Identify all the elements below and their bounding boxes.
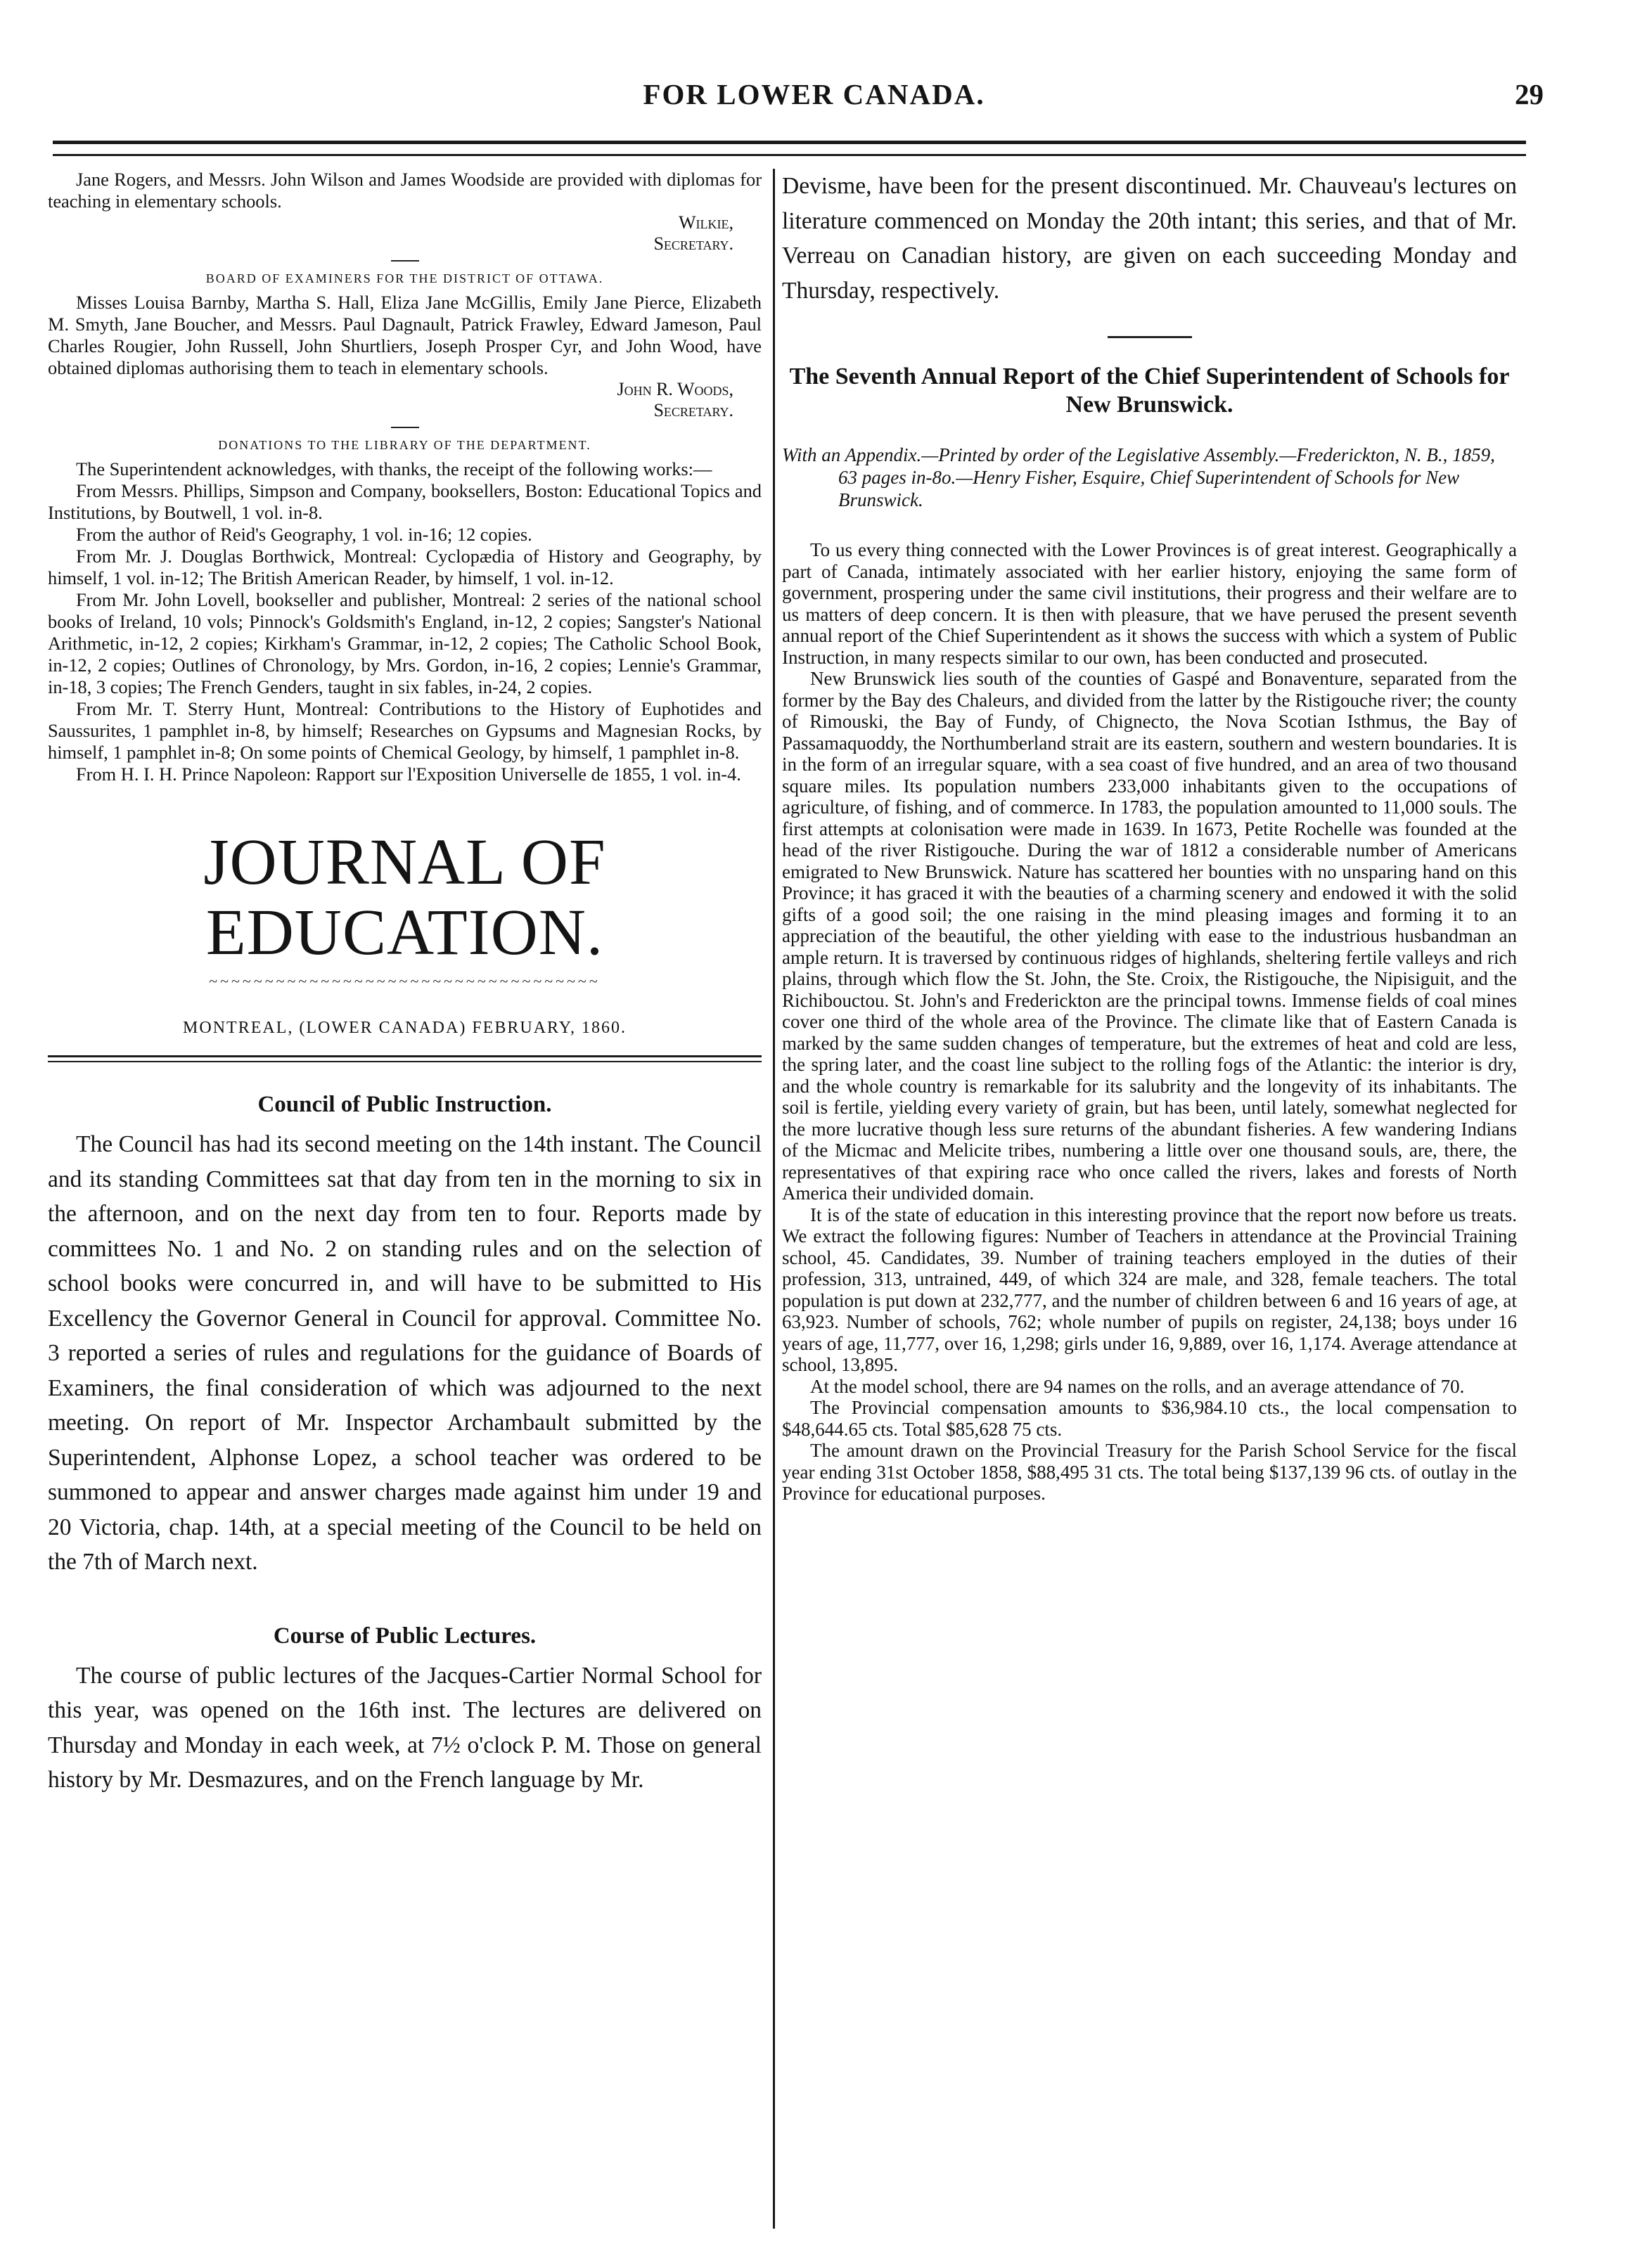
lectures-text: The course of public lectures of the Jacques-Cartier Normal School for this year, was opened on the 16th inst. The lectures are delivered on Thursday and Monday in each week, at 7½ o'clock P. M. Those on general history by Mr. Desmazures, and on the French language by Mr. [48, 1662, 762, 1793]
report-paragraph: The Provincial compensation amounts to $36,984.10 cts., the local compensation to $48,644.65 cts. Total $85,628 75 cts. [782, 1397, 1517, 1440]
intro-paragraph [48, 169, 762, 212]
signature-role: Secretary. [653, 400, 733, 420]
dateline: MONTREAL, (LOWER CANADA) FEBRUARY, 1860. [183, 1019, 627, 1037]
donation-entry: From the author of Reid's Geography, 1 vol. in-16; 12 copies. [76, 524, 532, 545]
separator-dash [391, 427, 419, 428]
continued-paragraph [782, 169, 1517, 308]
left-column [48, 169, 762, 1798]
report-paragraph: At the model school, there are 94 names on the rolls, and an average attendance of 70. [810, 1375, 1465, 1397]
council-text: The Council has had its second meeting on the 14th instant. The Council and its standing Committees sat that day from ten in the morning to six in the afternoon, and on the next day from ten to four. Reports made by committees No. 1 and No. 2 on standing rules and on the selection of school books were concurred in, and will have to be submitted to His Excellency the Governor General in Council for approval. Committee No. 3 reported a series of rules and regulations for the guidance of Boards of Examiners, the final consideration of which was adjourned to the next meeting. On report of Mr. Inspector Archambault submitted by the Superintendent, Alphonse Lopez, a school teacher was ordered to be summoned to appear and answer charges made against him under 19 and 20 Victoria, chap. 14th, at a special meeting of the Council to be held on the 7th of March next. [48, 1131, 762, 1575]
intro-text: Jane Rogers, and Messrs. John Wilson and James Woodside are provided with diplomas for teaching in elementary schools. [48, 169, 762, 212]
board-text: Misses Louisa Barnby, Martha S. Hall, Eliza Jane McGillis, Emily Jane Pierce, Elizabeth M. Smyth, Jane Boucher, and Messrs. Paul Dagnault, Patrick Frawley, Edward Jameson, Paul Charles Rougier, John Russell, John Shurtliers, Joseph Prosper Cyr, and John Wood, have obtained diplomas authorising them to teach in elementary schools. [48, 292, 762, 378]
report-paragraph: New Brunswick lies south of the counties of Gaspé and Bonaventure, separated from the former by the Bay des Chaleurs, and divided from the latter by the Ristigouche river; the county of Rimouski, the Bay of Fundy, of Chignecto, the Nova Scotian Isthmus, the Bay of Passamaquoddy, the Northumberland strait are its eastern, southern and western boundaries. It is in the form of an irregular square, with a sea coast of five hundred, and an area of two thousand square miles. Its population numbers 233,000 inhabitants given to the occupations of agriculture, of fishing, and of commerce. In 1783, the population amounted to 11,000 souls. The first attempts at colonisation were made in 1639. In 1673, Petite Rochelle was founded at the head of the river Ristigouche. During the war of 1812 a considerable number of Americans emigrated to New Brunswick. Nature has scattered her bounties with no unsparing hand on this Province; it has graced it with the beauties of a charming scenery and endowed it with the solid gifts of a good soil; the one raising in the mind pleasing images and forming it to an appreciation of the beautiful, the other yielding with ease to the industrious husbandman an ample return. It is traversed by continuous ridges of highlands, sheltering fertile valleys and rich plains, through which flow the St. John, the Ste. Croix, the Ristigouche, the Nipisiguit, and the Richibouctou. St. John's and Frederickton are the principal towns. Immense fields of coal mines cover one third of the whole area of the Province. The climate like that of Eastern Canada is marked by the same sudden changes of temperature, but the extremes of heat and cold are less, the spring later, and the coast line subject to the rolling fogs of the Atlantic: the interior is dry, and the whole country is remarkable for its salubrity and the longevity of its inhabitants. The soil is fertile, yielding every variety of grain, but has been, until lately, somewhat neglected for the more lucrative though less sure returns of the abundant fisheries. A few wandering Indians of the Micmac and Melicite tribes, numbering a little over one thousand souls, are, there, the representatives of that expiring race who once called the rivers, lakes and forests of North America their undivided domain. [782, 668, 1517, 1204]
journal-title: JOURNAL OF EDUCATION. [203, 826, 606, 969]
donation-entry: From Mr. T. Sterry Hunt, Montreal: Contributions to the History of Euphotides and Saussurites, 1 pamphlet in-8, by himself; Researches on Gypsums and Magnesian Rocks, by himself, 1 pamphlet in-8; On some points of Chemical Geology, by himself, 1 pamphlet in-8. [48, 698, 762, 763]
donations-list [48, 458, 762, 785]
donation-entry: From Mr. J. Douglas Borthwick, Montreal: Cyclopædia of History and Geography, by himself, 1 vol. in-12; The British American Reader, by himself, 1 vol. in-12. [48, 546, 762, 588]
running-title: FOR LOWER CANADA. [643, 78, 985, 110]
signature-role: Secretary. [653, 233, 733, 254]
report-paragraph: The amount drawn on the Provincial Treasury for the Parish School Service for the fiscal year ending 31st October 1858, $88,495 31 cts. The total being $137,139 96 cts. of outlay in the Province for educational purposes. [782, 1440, 1517, 1504]
right-column [782, 169, 1517, 1505]
dateline-rule [48, 1055, 762, 1062]
page-header [42, 77, 1586, 120]
lectures-paragraph [48, 1658, 762, 1798]
council-heading: Council of Public Instruction. [257, 1092, 552, 1117]
separator-dash [391, 260, 419, 262]
signature-wilkie [48, 212, 762, 254]
continued-text: Devisme, have been for the present discontinued. Mr. Chauveau's lectures on literature commenced on Monday the 20th intant; this series, and that of Mr. Verreau on Canadian history, are given on each succeeding Monday and Thursday, respectively. [782, 173, 1517, 304]
signature-woods [48, 379, 762, 421]
report-title: The Seventh Annual Report of the Chief Superintendent of Schools for New Brunswick. [789, 363, 1510, 418]
header-rule [53, 141, 1526, 156]
report-subtitle: With an Appendix.—Printed by order of the Legislative Assembly.—Frederickton, N. B., 1859, 63 pages in-8o.—Henry Fisher, Esquire, Chief Superintendent of Schools for New Brunswick. [782, 444, 1495, 510]
donation-entry: From H. I. H. Prince Napoleon: Rapport sur l'Exposition Universelle de 1855, 1 vol. in-4. [76, 763, 741, 785]
lectures-heading: Course of Public Lectures. [273, 1623, 537, 1649]
signature-name: John R. Woods, [617, 379, 733, 399]
signature-name: Wilkie, [678, 212, 733, 233]
board-paragraph [48, 292, 762, 379]
donation-entry: From Mr. John Lovell, bookseller and publisher, Montreal: 2 series of the national school books of Ireland, 10 vols; Pinnock's Goldsmith's England, in-12, 2 copies; Sangster's National Arithmetic, in-12, 2 copies; Kirkham's Grammar, in-12, 2 copies; The Catholic School Book, in-12, 2 copies; Outlines of Chronology, by Mrs. Gordon, in-16, 2 copies; Lennie's Grammar, in-18, 3 copies; The French Genders, taught in six fables, in-24, 2 copies. [48, 589, 762, 697]
council-paragraph [48, 1127, 762, 1580]
donations-heading: DONATIONS TO THE LIBRARY OF THE DEPARTMENT. [218, 438, 591, 452]
donation-entry: The Superintendent acknowledges, with thanks, the receipt of the following works:— [76, 458, 712, 479]
wavy-rule: ~~~~~~~~~~~~~~~~~~~~~~~~~~~~~~~~~~~ [209, 972, 601, 990]
donation-entry: From Messrs. Phillips, Simpson and Company, booksellers, Boston: Educational Topics and Institutions, by Boutwell, 1 vol. in-8. [48, 480, 762, 523]
board-heading: BOARD OF EXAMINERS FOR THE DISTRICT OF OTTAWA. [205, 271, 604, 285]
report-body [782, 539, 1517, 1505]
report-paragraph: To us every thing connected with the Lower Provinces is of great interest. Geographically a part of Canada, intimately associated with her earlier history, enjoying the same form of government, prospering under the same civil institutions, their progress and their welfare are to us matters of deep concern. It is then with pleasure, that we have perused the present seventh annual report of the Chief Superintendent as it shows the success with which a system of Public Instruction, in many respects similar to our own, has been conducted and prosecuted. [782, 539, 1517, 668]
report-paragraph: It is of the state of education in this interesting province that the report now before us treats. We extract the following figures: Number of Teachers in attendance at the Provincial Training school, 45. Candidates, 39. Number of training teachers employed in the duties of their profession, 313, untrained, 449, of which 324 are male, and 328, female teachers. The total population is put down at 232,777, and the number of children between 6 and 16 years of age, at 63,923. Number of schools, 762; whole number of pupils on register, 24,138; boys under 16 years of age, 11,777, over 16, 1,298; girls under 16, 9,889, over 16, 1,174. Average attendance at school, 13,895. [782, 1204, 1517, 1375]
section-rule [1108, 336, 1192, 338]
column-divider [773, 169, 775, 2229]
page-number: 29 [1515, 78, 1544, 110]
